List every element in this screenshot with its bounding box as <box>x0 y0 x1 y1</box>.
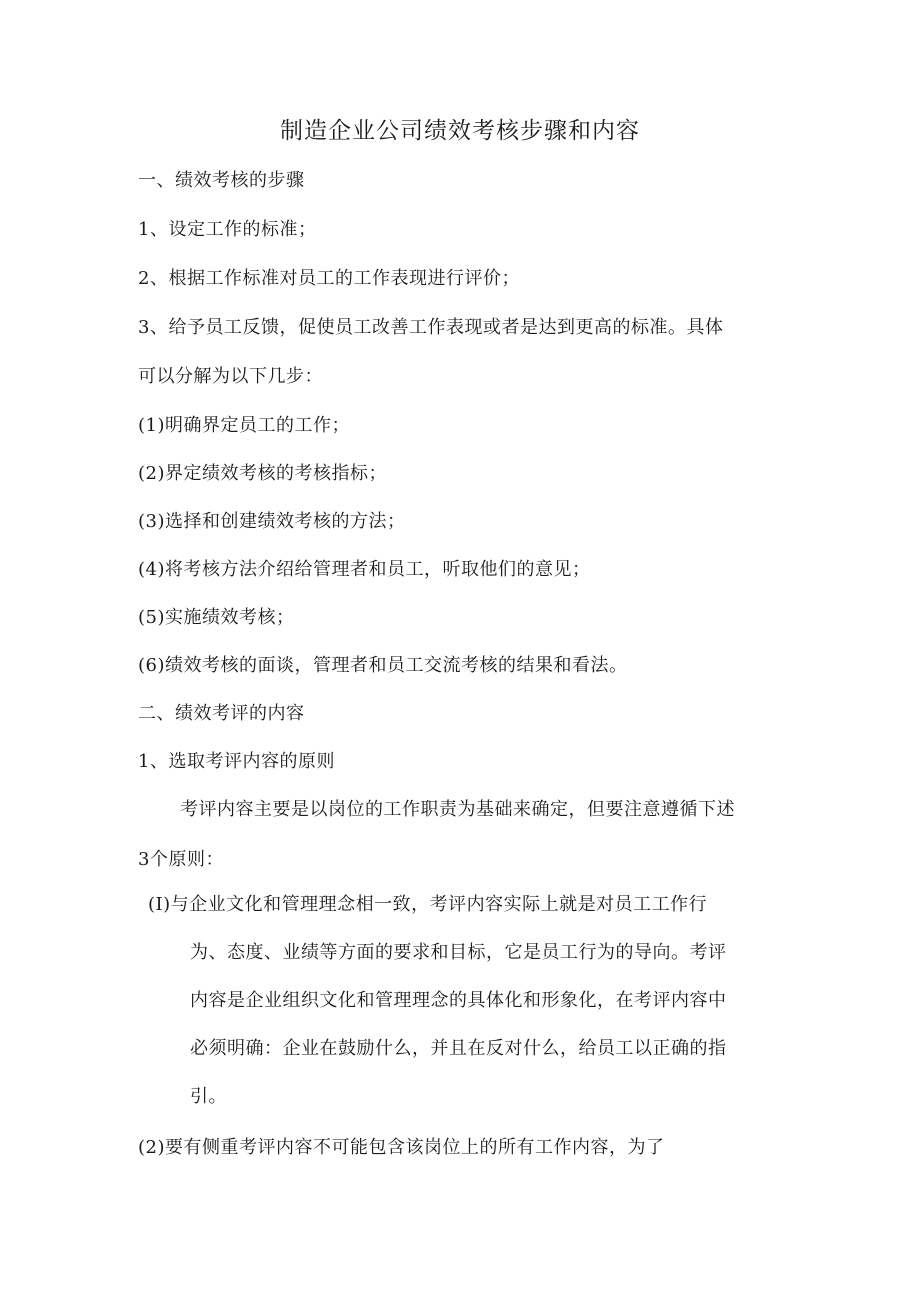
section1-item2: 2、根据工作标准对员工的工作表现进行评价； <box>138 268 520 289</box>
section1-heading: 一、绩效考核的步骤 <box>138 170 305 191</box>
section2-intro-line1: 考评内容主要是以岗位的工作职责为基础来确定，但要注意遵循下述 <box>180 799 735 820</box>
principle1-line: 内容是企业组织文化和管理理念的具体化和形象化，在考评内容中 <box>190 990 727 1011</box>
section1-item1: 1、设定工作的标准； <box>138 219 317 240</box>
principle1-line: (I)与企业文化和管理理念相一致，考评内容实际上就是对员工工作行 <box>148 894 708 915</box>
step-item: (3)选择和创建绩效考核的方法； <box>138 511 406 532</box>
principle2-line1: (2)要有侧重考评内容不可能包含该岗位上的所有工作内容，为了 <box>138 1137 665 1158</box>
section1-item3-line1: 3、给予员工反馈，促使员工改善工作表现或者是达到更高的标准。具体 <box>138 317 724 338</box>
section2-sub1: 1、选取考评内容的原则 <box>138 751 335 772</box>
step-item: (1)明确界定员工的工作； <box>138 415 350 436</box>
section1-item3-line2: 可以分解为以下几步： <box>138 366 323 387</box>
principle1-line: 引。 <box>190 1086 227 1107</box>
step-item: (2)界定绩效考核的考核指标； <box>138 463 387 484</box>
step-item: (4)将考核方法介绍给管理者和员工，听取他们的意见； <box>138 559 591 580</box>
section2-intro-line2: 3个原则： <box>138 849 224 870</box>
principle1-line: 为、态度、业绩等方面的要求和目标，它是员工行为的导向。考评 <box>190 942 727 963</box>
step-item: (5)实施绩效考核； <box>138 607 295 628</box>
principle1-line: 必须明确：企业在鼓励什么，并且在反对什么，给员工以正确的指 <box>190 1038 727 1059</box>
step-item: (6)绩效考核的面谈，管理者和员工交流考核的结果和看法。 <box>138 655 628 676</box>
document-title: 制造企业公司绩效考核步骤和内容 <box>280 118 640 144</box>
section2-heading: 二、绩效考评的内容 <box>138 703 305 724</box>
